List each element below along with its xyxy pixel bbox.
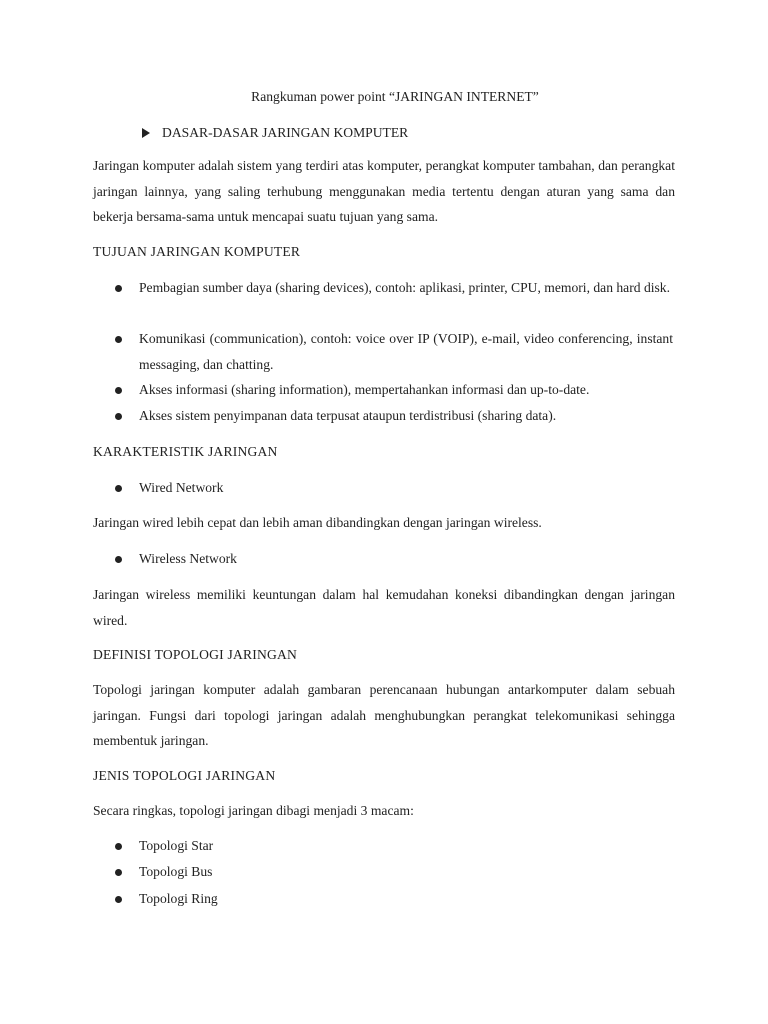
wired-network-label: Wired Network: [139, 480, 224, 495]
jenis-intro: Secara ringkas, topologi jaringan dibagi menjadi 3 macam:: [93, 803, 414, 818]
bullet-icon: [115, 556, 122, 563]
wireless-network-text: Jaringan wireless memiliki keuntungan dalam hal kemudahan koneksi dibandingkan dengan jaringan wired.: [93, 587, 675, 628]
jenis-item-ring: Topologi Ring: [139, 891, 218, 906]
karakteristik-heading: KARAKTERISTIK JARINGAN: [93, 444, 278, 459]
bullet-icon: [115, 413, 122, 420]
bullet-icon: [115, 485, 122, 492]
bullet-icon: [115, 843, 122, 850]
bullet-icon: [115, 336, 122, 343]
definisi-heading: DEFINISI TOPOLOGI JARINGAN: [93, 647, 298, 662]
bullet-icon: [115, 387, 122, 394]
tujuan-item-3: Akses informasi (sharing information), mempertahankan informasi dan up-to-date.: [139, 382, 590, 397]
tujuan-item-2: Komunikasi (communication), contoh: voice over IP (VOIP), e-mail, video conferencing, instant messaging, dan chatting.: [139, 331, 673, 372]
bullet-icon: [115, 285, 122, 292]
tujuan-item-4: Akses sistem penyimpanan data terpusat ataupun terdistribusi (sharing data).: [139, 408, 557, 423]
jenis-heading: JENIS TOPOLOGI JARINGAN: [93, 768, 276, 783]
arrow-bullet-icon: [142, 128, 150, 138]
tujuan-heading: TUJUAN JARINGAN KOMPUTER: [93, 244, 301, 259]
definisi-paragraph: Topologi jaringan komputer adalah gambaran perencanaan hubungan antarkomputer dalam sebuah jaringan. Fungsi dari topologi jaringan adalah menghubungkan perangkat telekomunikasi sehingga membentuk jaringan.: [93, 682, 675, 749]
wireless-network-label: Wireless Network: [139, 551, 237, 566]
main-section-heading: [142, 125, 408, 141]
main-section-label: DASAR-DASAR JARINGAN KOMPUTER: [162, 125, 409, 140]
jenis-item-star: Topologi Star: [139, 838, 214, 853]
tujuan-item-1: Pembagian sumber daya (sharing devices), contoh: aplikasi, printer, CPU, memori, dan hard disk.: [139, 280, 670, 295]
bullet-icon: [115, 896, 122, 903]
bullet-icon: [115, 869, 122, 876]
document-title: Rangkuman power point “JARINGAN INTERNET”: [251, 89, 539, 104]
intro-paragraph: Jaringan komputer adalah sistem yang terdiri atas komputer, perangkat komputer tambahan, dan perangkat jaringan lainnya, yang saling terhubung menggunakan media tertentu dengan aturan yang sama dan bekerja bersama-sama untuk mencapai suatu tujuan yang sama.: [93, 158, 675, 225]
wired-network-text: Jaringan wired lebih cepat dan lebih aman dibandingkan dengan jaringan wireless.: [93, 515, 542, 530]
jenis-item-bus: Topologi Bus: [139, 864, 213, 879]
